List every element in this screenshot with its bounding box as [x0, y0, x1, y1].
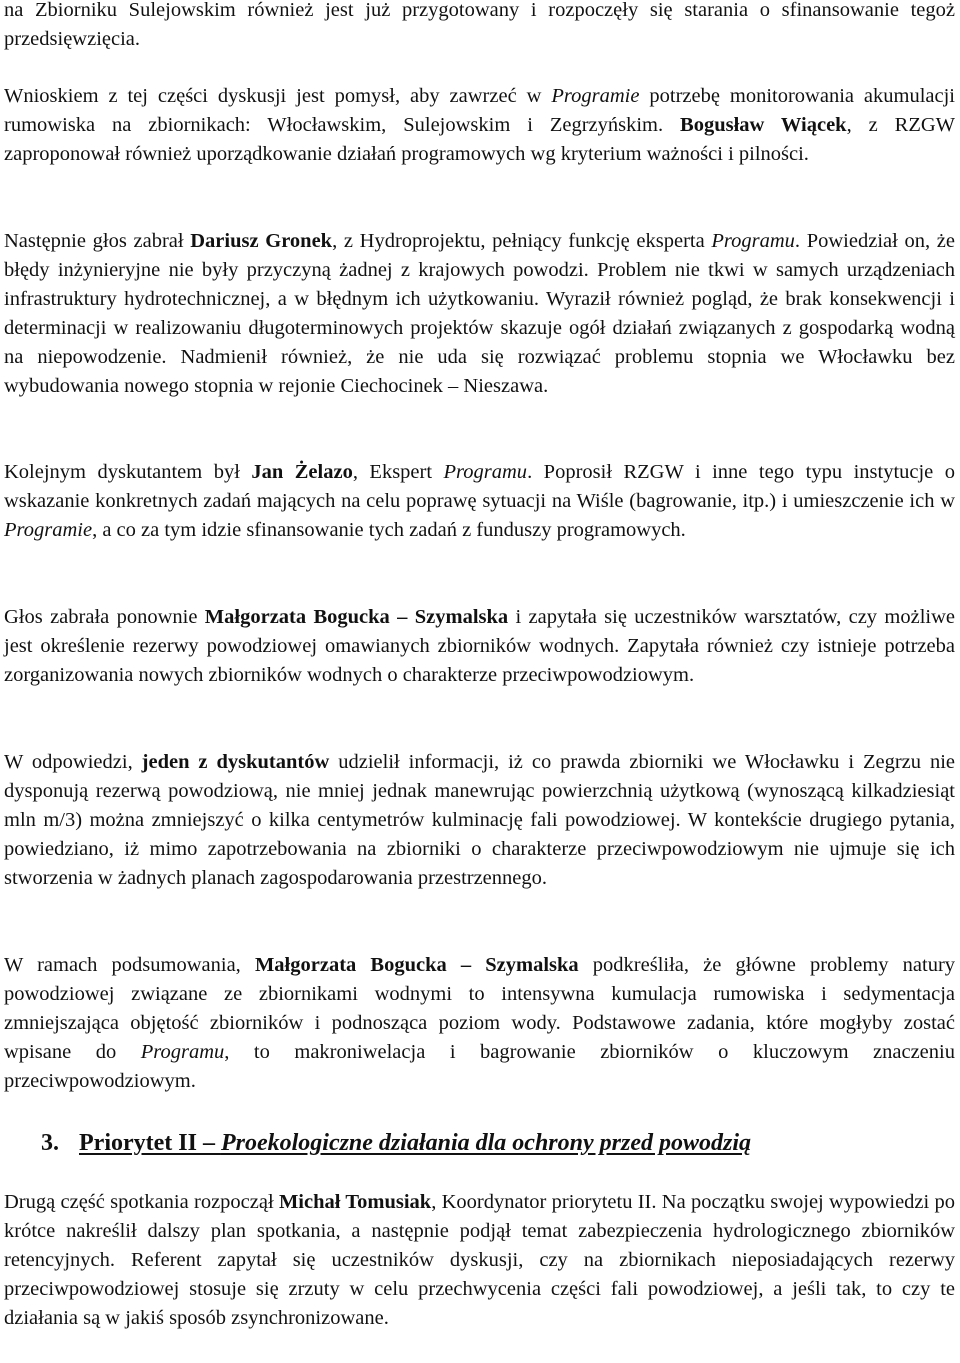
paragraph-bogucka-question: Głos zabrała ponownie Małgorzata Bogucka – Szymalska i zapytała się uczestników warsztatów, czy możliwe jest określenie rezerwy powodziowej omawianych zbiorników wodnych. Zapytała również czy istnieje potrzeba zorganizowania nowych zbiorników wodnych o charakterze przeciwpowodziowym. — [4, 606, 955, 686]
speaker-name: Małgorzata Bogucka – Szymalska — [204, 606, 509, 628]
paragraph-response: W odpowiedzi, jeden z dyskutantów udzielił informacji, iż co prawda zbiorniki we Włocławku i Zegrzu nie dysponują rezerwą powodziową, nie mniej jednak manewrując powierzchnią użytkową (wynoszącą kilkadziesiąt mln m/3) można zmniejszyć o kilka centymetrów kulminację fali powodziowej. W kontekście drugiego pytania, powiedziano, iż mimo zapotrzebowania na zbiorniki o charakterze przeciwpowodziowym nie ujmuje się ich stworzenia w żadnych planach zagospodarowania przestrzennego. — [4, 751, 956, 889]
paragraph-tomusiak: Drugą część spotkania rozpoczął Michał Tomusiak, Koordynator priorytetu II. Na początku swojej wypowiedzi po krótce nakreślił dalszy plan spotkania, a następnie podjął temat zabezpieczenia hydrologicznego zbiorników retencyjnych. Referent zapytał się uczestników dyskusji, czy na zbiornikach nieposiadających rezerwy przeciwpowodziowej stosuje się zrzuty w celu przechwycenia części fali powodziowej, a jeśli tak, to czy te działania są w jakiś sposób zsynchronizowane. — [4, 1191, 955, 1329]
section-title: Priorytet II – Proekologiczne działania dla ochrony przed powodzią — [79, 1130, 751, 1156]
speaker-name: Dariusz Gronek — [190, 230, 333, 252]
section-heading — [41, 1126, 751, 1160]
section-number: 3. — [41, 1130, 59, 1156]
paragraph-zelazo: Kolejnym dyskutantem był Jan Żelazo, Ekspert Programu. Poprosił RZGW i inne tego typu instytucje o wskazanie konkretnych zadań mających na celu poprawę sytuacji na Wiśle (bagrowanie, itp.) i umieszczenie ich w Programie, a co za tym idzie sfinansowanie tych zadań z funduszy programowych. — [4, 461, 956, 541]
paragraph-reservoir-financing: na Zbiorniku Sulejowskim również jest już przygotowany i rozpoczęły się starania o sfinansowanie tegoż przedsięwzięcia. — [4, 0, 955, 50]
speaker-name: Jan Żelazo — [251, 461, 353, 483]
speaker-name: Michał Tomusiak — [278, 1191, 432, 1213]
speaker-name: Bogusław Wiącek — [680, 114, 847, 136]
paragraph-sediment-monitoring: Wnioskiem z tej części dyskusji jest pomysł, aby zawrzeć w Programie potrzebę monitorowania akumulacji rumowiska na zbiornikach: Włocławskim, Sulejowskim i Zegrzyńskim. Bogusław Wiącek, z RZGW zaproponował również uporządkowanie działań programowych wg kryterium ważności i pilności. — [4, 85, 955, 165]
paragraph-summary: W ramach podsumowania, Małgorzata Bogucka – Szymalska podkreśliła, że główne problemy natury powodziowej związane ze zbiornikami wodnymi to intensywna kumulacja rumowiska i sedymentacja zmniejszająca objętość zbiorników i podnosząca poziom wody. Podstawowe zadania, które mogłyby zostać wpisane do Programu, to makroniwelacja i bagrowanie zbiorników o kluczowym znaczeniu przeciwpowodziowym. — [4, 954, 956, 1092]
paragraph-gronek: Następnie głos zabrał Dariusz Gronek, z Hydroprojektu, pełniący funkcję eksperta Programu. Powiedział on, że błędy inżynieryjne nie były przyczyną żadnej z krajowych powodzi. Problem nie tkwi w samych urządzeniach infrastruktury hydrotechnicznej, a w błędnym ich użytkowaniu. Wyraził również pogląd, że brak konsekwencji i determinacji w realizowaniu długoterminowych projektów skazuje ogół działań związanych z gospodarką wodną na niepowodzenie. Nadmienił również, że nie uda się rozwiązać problemu stopnia we Włocławku bez wybudowania nowego stopnia w rejonie Ciechocinek – Nieszawa. — [4, 230, 955, 397]
speaker-name: jeden z dyskutantów — [141, 751, 330, 773]
speaker-name: Małgorzata Bogucka – Szymalska — [254, 954, 579, 976]
